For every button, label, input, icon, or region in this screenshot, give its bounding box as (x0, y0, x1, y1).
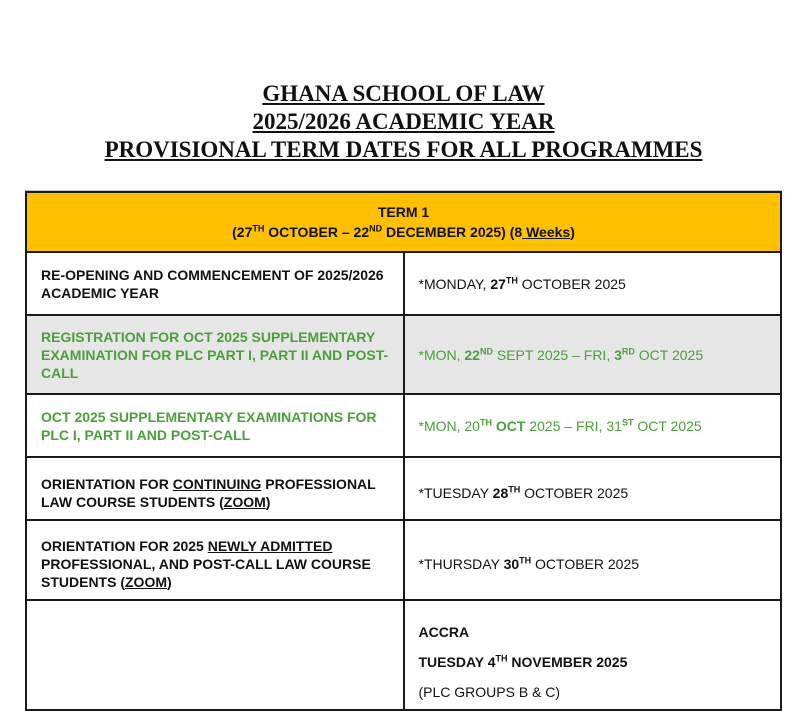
event-date: *MON, 22ND SEPT 2025 – FRI, 3RD OCT 2025 (404, 315, 782, 394)
weeks-label: Weeks (522, 224, 571, 240)
term-banner (26, 192, 781, 252)
event-label: RE-OPENING AND COMMENCEMENT OF 2025/2026 ACADEMIC YEAR (26, 252, 404, 315)
event-label: ORIENTATION FOR 2025 NEWLY ADMITTED PROFESSIONAL, AND POST-CALL LAW COURSE STUDENTS (ZOOM) (26, 520, 404, 600)
table-row (26, 394, 781, 457)
table-row (26, 315, 781, 394)
document-title: PROVISIONAL TERM DATES FOR ALL PROGRAMMES (104, 137, 703, 162)
event-label: REGISTRATION FOR OCT 2025 SUPPLEMENTARY EXAMINATION FOR PLC PART I, PART II AND POST-CALL (26, 315, 404, 394)
table-row (26, 600, 781, 710)
event-label: ORIENTATION FOR CONTINUING PROFESSIONAL LAW COURSE STUDENTS (ZOOM) (26, 457, 404, 520)
location-groups: (PLC GROUPS B & C) (418, 684, 561, 700)
term-range: (27TH OCTOBER – 22ND DECEMBER 2025) (8 Weeks) (232, 223, 575, 240)
term-dates-table (25, 191, 782, 711)
academic-year: 2025/2026 ACADEMIC YEAR (252, 109, 555, 134)
term-title: TERM 1 (377, 204, 430, 220)
event-date: *TUESDAY 28TH OCTOBER 2025 (404, 457, 782, 520)
event-label: OCT 2025 SUPPLEMENTARY EXAMINATIONS FOR PLC I, PART II AND POST-CALL (26, 394, 404, 457)
table-row (26, 457, 781, 520)
location-date: TUESDAY 4TH NOVEMBER 2025 (418, 653, 628, 670)
school-name: GHANA SCHOOL OF LAW (262, 81, 545, 106)
table-row (26, 252, 781, 315)
event-label-empty (26, 600, 404, 710)
event-date (404, 600, 782, 710)
event-date: *MON, 20TH OCT 2025 – FRI, 31ST OCT 2025 (404, 394, 782, 457)
location: ACCRA (418, 624, 470, 640)
term-banner-row (26, 192, 781, 252)
table-row (26, 520, 781, 600)
event-date: *MONDAY, 27TH OCTOBER 2025 (404, 252, 782, 315)
document-header (0, 80, 807, 164)
event-date: *THURSDAY 30TH OCTOBER 2025 (404, 520, 782, 600)
